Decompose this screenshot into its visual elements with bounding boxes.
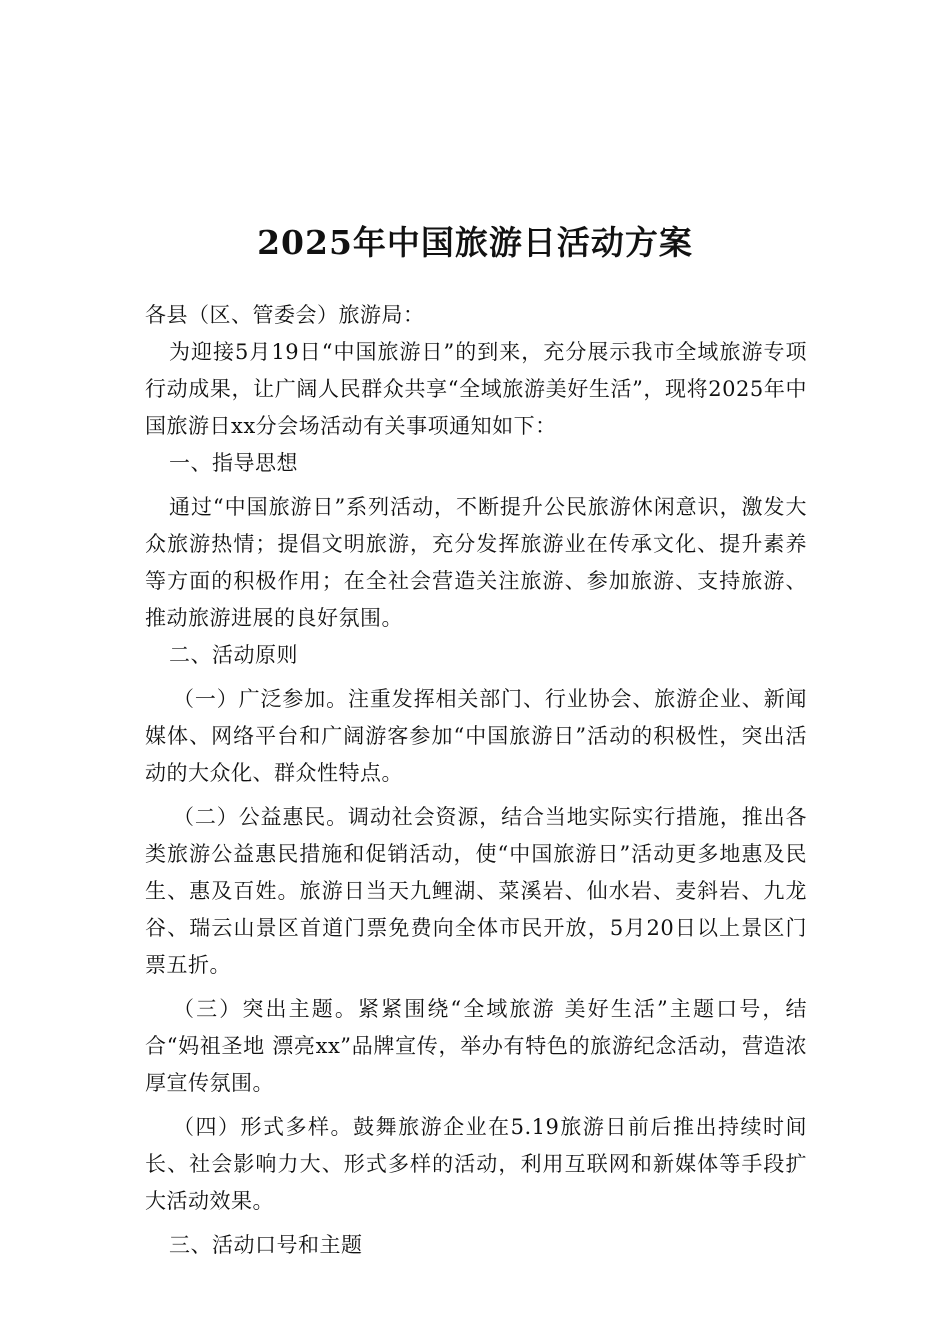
document-body [145,297,807,1264]
principle-paragraph-4: （四）形式多样。鼓舞旅游企业在5.19旅游日前后推出持续时间长、社会影响力大、形式多样的活动，利用互联网和新媒体等手段扩大活动效果。 [145,1115,807,1213]
document-title: 2025年中国旅游日活动方案 [257,223,693,262]
section-heading-principles: 二、活动原则 [169,643,298,667]
principle-paragraph-3: （三）突出主题。紧紧围绕“全域旅游 美好生活”主题口号，结合“妈祖圣地 漂亮xx”品牌宣传，举办有特色的旅游纪念活动，营造浓厚宣传氛围。 [145,997,807,1095]
salutation: 各县（区、管委会）旅游局： [145,303,425,327]
principle-paragraph-2: （二）公益惠民。调动社会资源，结合当地实际实行措施，推出各类旅游公益惠民措施和促销活动，使“中国旅游日”活动更多地惠及民生、惠及百姓。旅游日当天九鲤湖、菜溪岩、仙水岩、麦斜岩、九龙谷、瑞云山景区首道门票免费向全体市民开放，5月20日以上景区门票五折。 [145,805,807,977]
guiding-thought-paragraph: 通过“中国旅游日”系列活动，不断提升公民旅游休闲意识，激发大众旅游热情；提倡文明旅游，充分发挥旅游业在传承文化、提升素养等方面的积极作用；在全社会营造关注旅游、参加旅游、支持旅游、推动旅游进展的良好氛围。 [145,495,807,630]
intro-paragraph: 为迎接5月19日“中国旅游日”的到来，充分展示我市全域旅游专项行动成果，让广阔人民群众共享“全域旅游美好生活”，现将2025年中国旅游日xx分会场活动有关事项通知如下： [145,340,807,438]
principle-paragraph-1: （一）广泛参加。注重发挥相关部门、行业协会、旅游企业、新闻媒体、网络平台和广阔游客参加“中国旅游日”活动的积极性，突出活动的大众化、群众性特点。 [145,687,807,785]
section-heading-guiding-thought: 一、指导思想 [169,451,298,475]
section-heading-slogan-theme: 三、活动口号和主题 [169,1233,363,1257]
